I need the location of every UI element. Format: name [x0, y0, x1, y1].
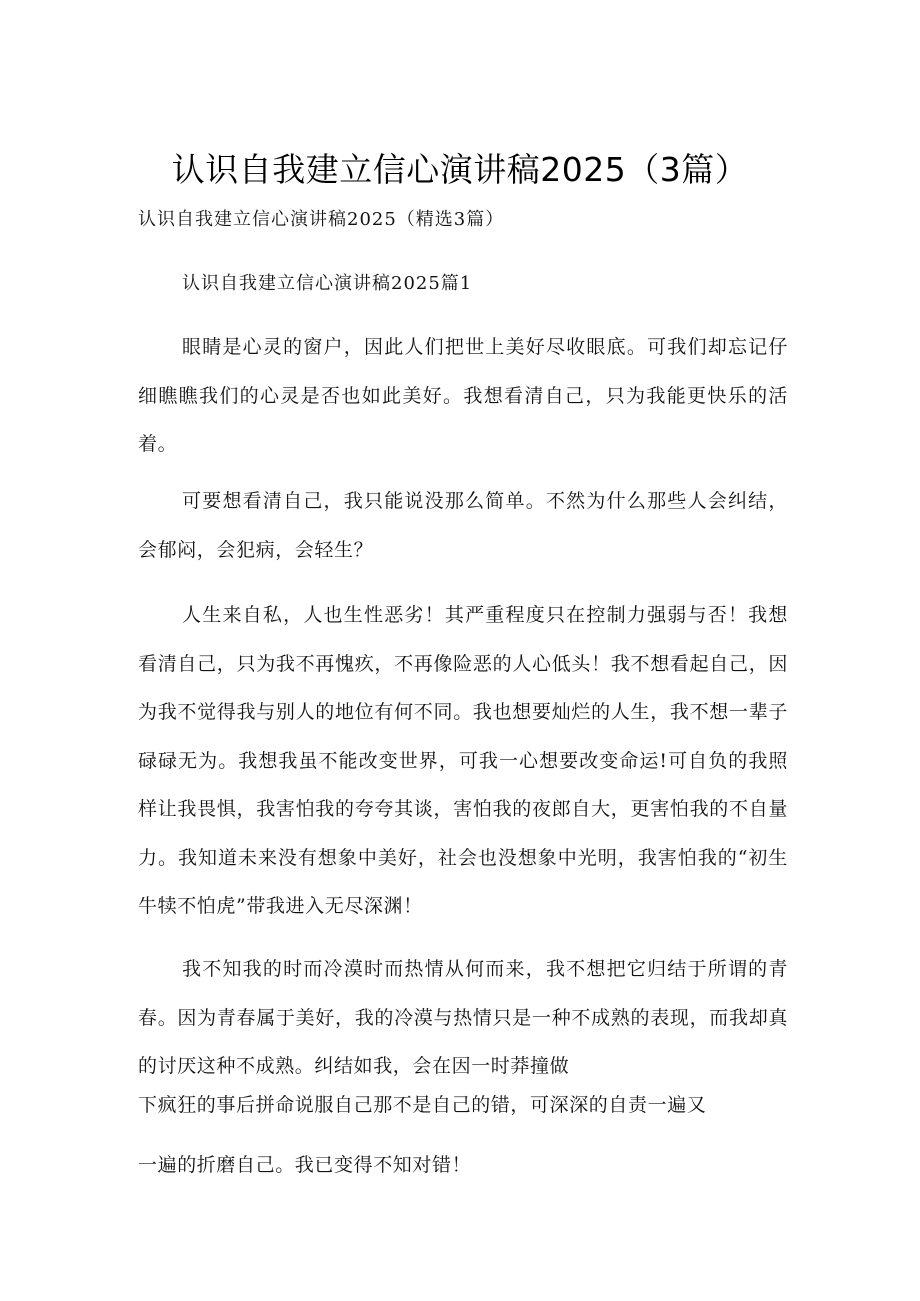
paragraph: 我不知我的时而冷漠时而热情从何而来，我不想把它归结于所谓的青春。因为青春属于美好，我的冷漠与热情只是一种不成熟的表现，而我却真的讨厌这种不成熟。纠结如我，会在因一时莽撞做: [138, 958, 788, 1077]
text-line: 一遍的折磨自己。我已变得不知对错！: [138, 1154, 472, 1176]
text-line: 下疯狂的事后拼命说服自己那不是自己的错，可深深的自责一遍又: [138, 1094, 707, 1116]
paragraph: 人生来自私，人也生性恶劣！其严重程度只在控制力强弱与否！我想看清自己，只为我不再愧疚，不再像险恶的人心低头！我不想看起自己，因为我不觉得我与别人的地位有何不同。我也想要灿烂的人生，我不想一辈子碌碌无为。我想我虽不能改变世界，可我一心想要改变命运!可自负的我照样让我畏惧，我害怕我的夸夸其谈，害怕我的夜郎自大，更害怕我的不自量力。我知道未来没有想象中美好，社会也没想象中光明，我害怕我的“初生牛犊不怕虎”带我进入无尽深渊！: [138, 604, 788, 917]
document-title: 认识自我建立信心演讲稿2025（3篇）: [171, 150, 749, 189]
document-subtitle: 认识自我建立信心演讲稿2025（精选3篇）: [138, 209, 505, 230]
paragraph: 眼睛是心灵的窗户，因此人们把世上美好尽收眼底。可我们却忘记仔细瞧瞧我们的心灵是否也如此美好。我想看清自己，只为我能更快乐的活着。: [138, 336, 788, 455]
paragraph: 可要想看清自己，我只能说没那么简单。不然为什么那些人会纠结，会郁闷，会犯病，会轻生？: [138, 490, 788, 561]
section-heading: 认识自我建立信心演讲稿2025篇1: [182, 273, 473, 294]
